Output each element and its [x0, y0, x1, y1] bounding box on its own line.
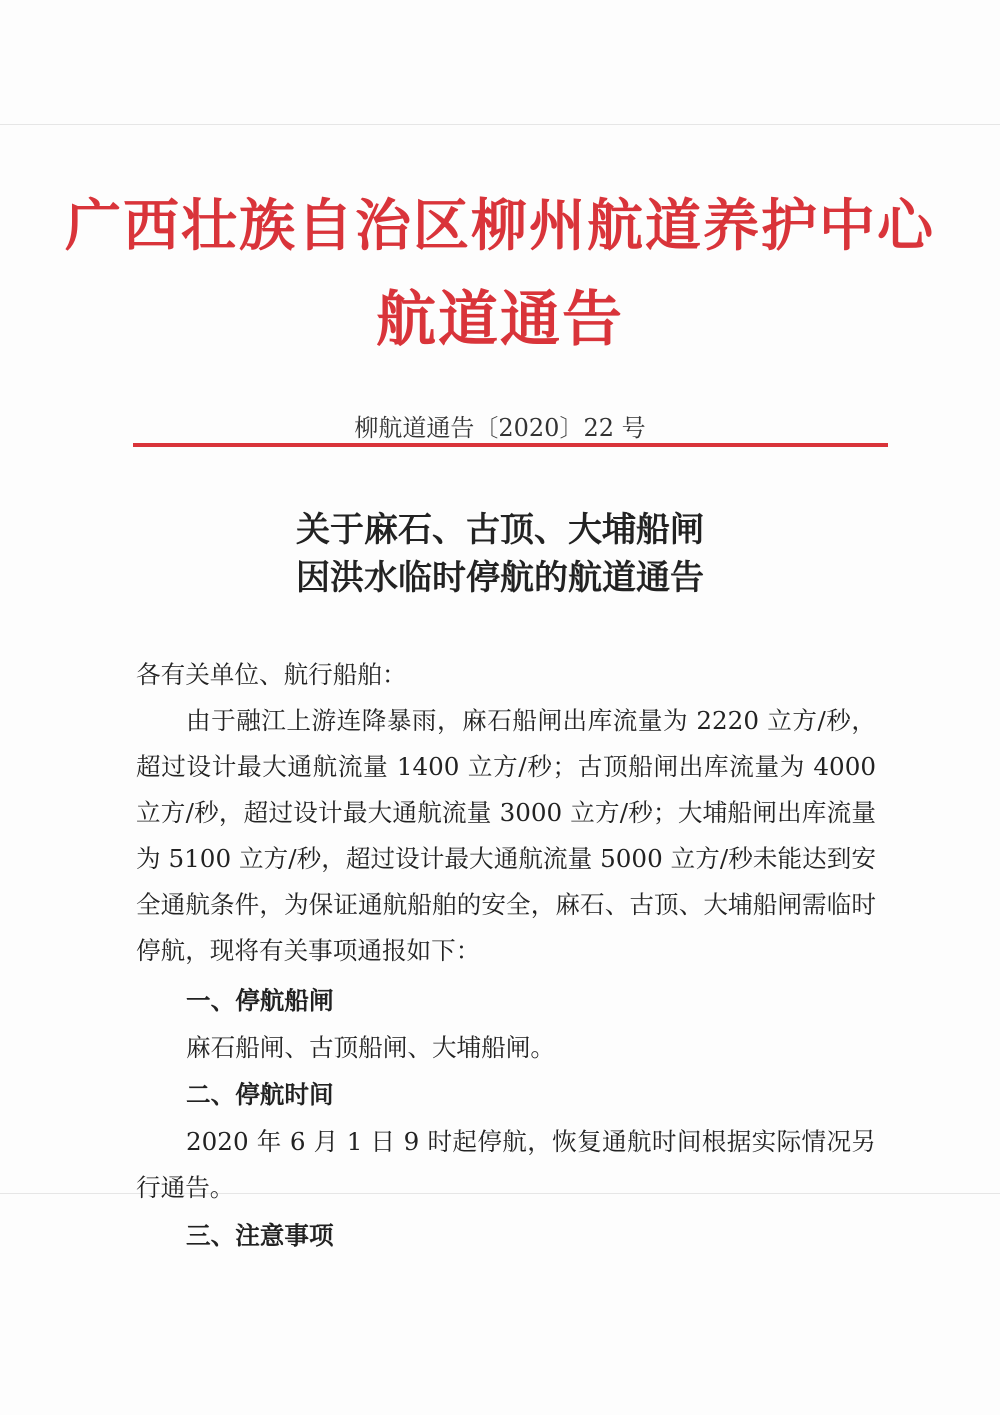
document-number: 柳航道通告〔2020〕22 号	[354, 414, 646, 442]
section-heading-suspended-locks: 一、停航船闸	[186, 986, 334, 1015]
notice-title-line-1: 关于麻石、古顶、大埔船闸	[296, 510, 704, 550]
notice-title	[0, 506, 1000, 602]
section-content-suspension-time: 2020 年 6 月 1 日 9 时起停航，恢复通航时间根据实际情况另行通告。	[136, 1127, 876, 1202]
section-heading-suspension-time: 二、停航时间	[186, 1080, 334, 1109]
section-heading-precautions: 三、注意事项	[186, 1221, 334, 1250]
scan-artifact-line	[0, 124, 1000, 125]
document-type-title: 航道通告	[376, 285, 624, 355]
salutation: 各有关单位、航行船舶：	[136, 660, 407, 689]
section-content-suspended-locks: 麻石船闸、古顶船闸、大埔船闸。	[186, 1033, 555, 1062]
main-paragraph: 由于融江上游连降暴雨，麻石船闸出库流量为 2220 立方/秒，超过设计最大通航流量 1400 立方/秒；古顶船闸出库流量为 4000 立方/秒，超过设计最大通航流量 3000 立方/秒；大埔船闸出库流量为 5100 立方/秒，超过设计最大通航流量 5000 立方/秒未能达到安全通航条件，为保证通航船舶的安全，麻石、古顶、大埔船闸需临时停航，现将有关事项通报如下：	[136, 706, 876, 965]
notice-title-line-2: 因洪水临时停航的航道通告	[296, 558, 704, 598]
organization-title: 广西壮族自治区柳州航道养护中心	[65, 193, 935, 259]
red-header-divider	[133, 443, 888, 447]
